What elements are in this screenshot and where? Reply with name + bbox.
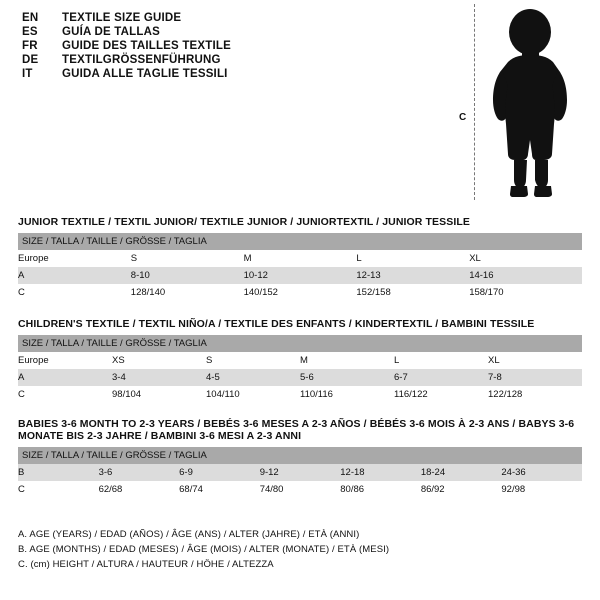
children-size-table (18, 335, 582, 403)
row-label: A (18, 267, 131, 284)
row-label: Europe (18, 250, 131, 267)
height-measure-figure (452, 4, 592, 204)
table-row (18, 481, 582, 498)
legend-line-c: C. (cm) HEIGHT / ALTURA / HAUTEUR / HÖHE / ALTEZZA (18, 559, 274, 570)
language-title: TEXTILGRÖSSENFÜHRUNG (62, 54, 221, 66)
toddler-silhouette-icon (482, 8, 582, 198)
cell: 152/158 (356, 284, 469, 301)
row-label: Europe (18, 352, 112, 369)
cell: 7-8 (488, 369, 582, 386)
language-title: GUIDE DES TAILLES TEXTILE (62, 40, 231, 52)
language-code: DE (22, 54, 39, 66)
cell: 24-36 (501, 464, 582, 481)
table-header-label: SIZE / TALLA / TAILLE / GRÖSSE / TAGLIA (18, 335, 582, 352)
cell: 86/92 (421, 481, 502, 498)
section-title: CHILDREN'S TEXTILE / TEXTIL NIÑO/A / TEXTILE DES ENFANTS / KINDERTEXTIL / BAMBINI TESSILE (18, 318, 535, 330)
cell: 74/80 (260, 481, 341, 498)
cell: 80/86 (340, 481, 421, 498)
language-title: GUÍA DE TALLAS (62, 26, 160, 38)
table-header-row (18, 233, 582, 250)
cell: 104/110 (206, 386, 300, 403)
cell: 14-16 (469, 267, 582, 284)
cell: 62/68 (99, 481, 180, 498)
table-header-row (18, 447, 582, 464)
language-row (22, 26, 442, 38)
babies-size-table (18, 447, 582, 498)
table-header-label: SIZE / TALLA / TAILLE / GRÖSSE / TAGLIA (18, 233, 582, 250)
cell: M (300, 352, 394, 369)
cell: 9-12 (260, 464, 341, 481)
language-title: TEXTILE SIZE GUIDE (62, 12, 182, 24)
cell: 68/74 (179, 481, 260, 498)
section-junior-textile (18, 216, 582, 301)
cell: XL (469, 250, 582, 267)
cell: 5-6 (300, 369, 394, 386)
cell: 128/140 (131, 284, 244, 301)
measure-label-c: C (459, 112, 467, 123)
cell: L (394, 352, 488, 369)
cell: 10-12 (244, 267, 357, 284)
cell: 158/170 (469, 284, 582, 301)
legend-line-b: B. AGE (MONTHS) / EDAD (MESES) / ÂGE (MOIS) / ALTER (MONATE) / ETÀ (MESI) (18, 544, 390, 555)
language-title: GUIDA ALLE TAGLIE TESSILI (62, 68, 228, 80)
cell: 18-24 (421, 464, 502, 481)
table-header-label: SIZE / TALLA / TAILLE / GRÖSSE / TAGLIA (18, 447, 582, 464)
table-row (18, 464, 582, 481)
section-children-textile (18, 318, 582, 403)
table-row (18, 284, 582, 301)
cell: 92/98 (501, 481, 582, 498)
cell: 12-18 (340, 464, 421, 481)
cell: 140/152 (244, 284, 357, 301)
measure-dashed-line (474, 4, 475, 200)
table-row (18, 369, 582, 386)
section-title: JUNIOR TEXTILE / TEXTIL JUNIOR/ TEXTILE JUNIOR / JUNIORTEXTIL / JUNIOR TESSILE (18, 216, 470, 228)
cell: 3-6 (99, 464, 180, 481)
cell: 122/128 (488, 386, 582, 403)
cell: 98/104 (112, 386, 206, 403)
table-row (18, 386, 582, 403)
row-label: B (18, 464, 99, 481)
table-row (18, 250, 582, 267)
table-row (18, 267, 582, 284)
cell: XS (112, 352, 206, 369)
language-code: FR (22, 40, 38, 52)
table-header-row (18, 335, 582, 352)
cell: XL (488, 352, 582, 369)
row-label: A (18, 369, 112, 386)
language-row (22, 68, 442, 80)
junior-size-table (18, 233, 582, 301)
cell: L (356, 250, 469, 267)
legend-block (18, 529, 582, 574)
language-code: EN (22, 12, 39, 24)
cell: 8-10 (131, 267, 244, 284)
cell: 12-13 (356, 267, 469, 284)
row-label: C (18, 481, 99, 498)
cell: 4-5 (206, 369, 300, 386)
table-row (18, 352, 582, 369)
cell: 116/122 (394, 386, 488, 403)
row-label: C (18, 284, 131, 301)
language-row (22, 12, 442, 24)
section-babies-textile (18, 418, 582, 498)
cell: 6-9 (179, 464, 260, 481)
cell: 3-4 (112, 369, 206, 386)
cell: S (206, 352, 300, 369)
language-row (22, 40, 442, 52)
legend-line-a: A. AGE (YEARS) / EDAD (AÑOS) / ÂGE (ANS) / ALTER (JAHRE) / ETÀ (ANNI) (18, 529, 360, 540)
language-code: ES (22, 26, 38, 38)
cell: M (244, 250, 357, 267)
language-title-list (22, 12, 442, 82)
cell: 6-7 (394, 369, 488, 386)
language-code: IT (22, 68, 33, 80)
section-title: BABIES 3-6 MONTH TO 2-3 YEARS / BEBÉS 3-6 MESES A 2-3 AÑOS / BÉBÉS 3-6 MOIS À 2-3 ANS / BABYS 3-6 MONATE BIS 2-3 JAHRE / BAMBINI 3-6 MESI A 2-3 ANNI (18, 418, 575, 442)
cell: S (131, 250, 244, 267)
row-label: C (18, 386, 112, 403)
language-row (22, 54, 442, 66)
cell: 110/116 (300, 386, 394, 403)
